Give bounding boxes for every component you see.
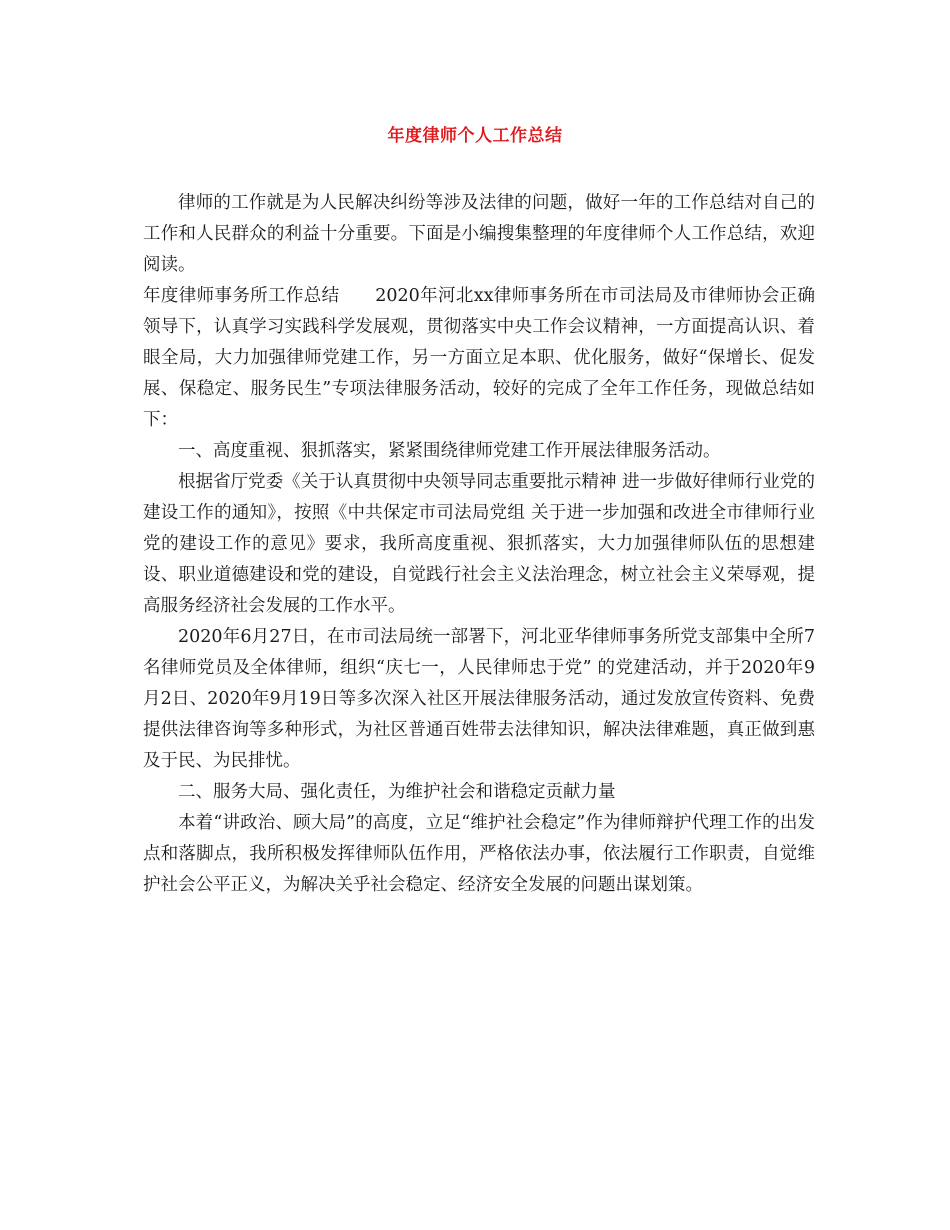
paragraph-stability: 本着“讲政治、顾大局”的高度，立足“维护社会稳定”作为律师辩护代理工作的出发点和落脚点，我所积极发挥律师队伍作用，严格依法办事，依法履行工作职责，自觉维护社会公平正义，为解决关乎社会稳定、经济安全发展的问题出谋划策。 — [143, 813, 815, 895]
paragraph-intro: 律师的工作就是为人民解决纠纷等涉及法律的问题，做好一年的工作总结对自己的工作和人民群众的利益十分重要。下面是小编搜集整理的年度律师个人工作总结，欢迎阅读。 — [143, 193, 815, 275]
paragraph-activities: 2020年6月27日，在市司法局统一部署下，河北亚华律师事务所党支部集中全所7名律师党员及全体律师，组织“庆七一，人民律师忠于党” 的党建活动，并于2020年9月2日、2020年9月19日等多次深入社区开展法律服务活动，通过发放宣传资料、免费提供法律咨询等多种形式，为社区普通百姓带去法律知识，解决法律难题，真正做到惠及于民、为民排忧。 — [143, 627, 815, 771]
section-heading-2: 二、服务大局、强化责任，为维护社会和谐稳定贡献力量 — [178, 782, 616, 802]
paragraph-firm-summary: 年度律师事务所工作总结 2020年河北xx律师事务所在市司法局及市律师协会正确领导下，认真学习实践科学发展观，贯彻落实中央工作会议精神，一方面提高认识、着眼全局，大力加强律师党建工作，另一方面立足本职、优化服务，做好“保增长、促发展、保稳定、服务民生”专项法律服务活动，较好的完成了全年工作任务，现做总结如下： — [143, 286, 815, 430]
paragraph-party-building: 根据省厅党委《关于认真贯彻中央领导同志重要批示精神 进一步做好律师行业党的建设工作的通知》，按照《中共保定市司法局党组 关于进一步加强和改进全市律师行业党的建设工作的意见》要求，我所高度重视、狠抓落实，大力加强律师队伍的思想建设、职业道德建设和党的建设，自觉践行社会主义法治理念，树立社会主义荣辱观，提高服务经济社会发展的工作水平。 — [143, 472, 815, 616]
document-title: 年度律师个人工作总结 — [387, 126, 563, 146]
document-body — [143, 188, 815, 901]
section-heading-1: 一、高度重视、狠抓落实，紧紧围绕律师党建工作开展法律服务活动。 — [178, 441, 721, 461]
